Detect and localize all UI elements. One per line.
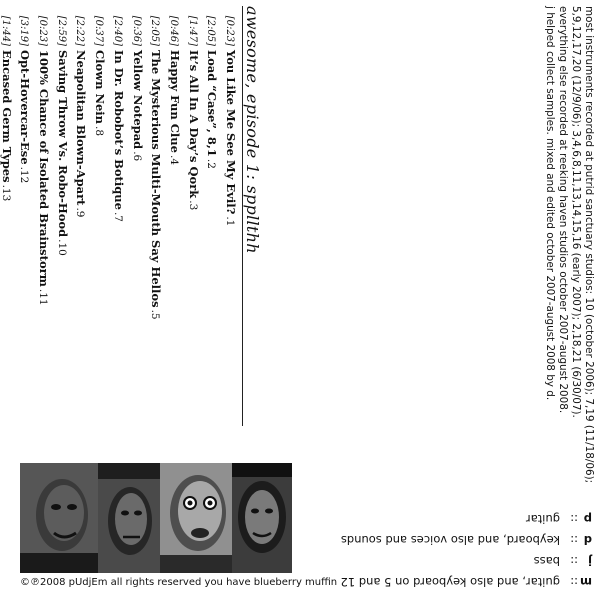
track-item — [128, 6, 147, 456]
photo-strip — [20, 463, 292, 573]
track-list — [0, 6, 240, 456]
track-number: .1 — [224, 216, 236, 227]
track-title: Clown Nein — [93, 50, 108, 125]
track-item — [72, 6, 91, 456]
track-duration: [1:47] — [186, 15, 198, 46]
track-duration: [0:46] — [167, 15, 179, 46]
track-item — [184, 6, 203, 456]
track-number: .7 — [111, 211, 124, 222]
track-duration: [2:05] — [149, 15, 161, 46]
band-member-photo — [232, 463, 292, 573]
track-number: .8 — [93, 126, 106, 137]
credit-separator: :: — [570, 554, 578, 568]
track-item — [165, 6, 184, 456]
track-duration: [2:59] — [55, 15, 67, 46]
track-item — [109, 6, 128, 456]
track-item — [221, 6, 240, 456]
member-initial: p — [583, 512, 592, 526]
track-number: .9 — [74, 207, 87, 218]
member-initial: d — [583, 533, 592, 547]
track-duration: [3:19] — [18, 15, 30, 46]
note-line: 5,9,12,17,20 (12/9/06); 3,4,6,8,11,13,14,15,16 (early 2007); 2,18,21 (6/30/07). — [570, 6, 582, 418]
recording-notes — [543, 6, 595, 484]
track-duration: [0:23] — [37, 15, 49, 46]
track-duration: [1:44] — [0, 15, 11, 46]
track-title: Saving Throw Vs. Robo-Hood — [55, 50, 70, 238]
credit-separator: :: — [570, 533, 578, 547]
member-initial: m — [580, 575, 592, 589]
member-initial: j — [588, 554, 592, 568]
member-role: bass — [533, 554, 560, 568]
track-duration: [2:05] — [205, 15, 217, 46]
track-title: Opt-Hovercar-Ese — [18, 50, 33, 165]
track-number: .2 — [205, 158, 218, 169]
band-member-photo — [160, 463, 232, 573]
track-number: .3 — [186, 200, 199, 211]
track-title: Load “Case”, 8,1 — [205, 50, 220, 157]
member-role: guitar — [525, 512, 560, 526]
track-title: You Like Me See My Evil? — [224, 50, 238, 215]
album-title: awesome, episode 1: sppllthh — [243, 6, 262, 254]
title-divider — [242, 6, 243, 426]
track-title: In Dr. Robobot’s Botique — [111, 50, 126, 210]
track-item — [34, 6, 53, 456]
track-item — [147, 6, 166, 456]
track-number: .4 — [167, 154, 180, 166]
track-number: .12 — [18, 166, 31, 184]
track-number: .5 — [149, 309, 162, 320]
copyright-notice: ©℗2008 pUdjEm all rights reserved you have blueberry muffin — [20, 577, 338, 588]
track-title: The Mysterious Multi-Mouth Say Hellos — [149, 50, 164, 308]
member-role: guitar, and also keyboard on 5 and 12 — [340, 575, 560, 589]
track-title: It’s All In A Day’s Qork — [186, 50, 201, 199]
track-title: Happy Fun Clue — [167, 50, 182, 153]
note-line: everything else recorded at reeking haven studios october 2007-august 2008. — [557, 6, 569, 414]
track-title: Neapolitan Blown-Apart — [74, 50, 89, 206]
credit-separator: :: — [570, 512, 578, 526]
band-member-photo — [98, 463, 160, 573]
track-item — [91, 6, 110, 456]
track-item — [53, 6, 72, 456]
track-duration: [0:23] — [224, 15, 235, 46]
track-duration: [0:37] — [93, 15, 105, 46]
track-number: .13 — [0, 184, 12, 202]
track-item — [16, 6, 35, 456]
track-item — [203, 6, 222, 456]
track-duration: [2:22] — [74, 15, 86, 46]
track-number: .6 — [130, 151, 143, 162]
track-title: Yellow Notepad — [130, 50, 145, 150]
member-role: keyboard, and also voices and sounds — [340, 533, 560, 547]
credit-separator: :: — [570, 575, 578, 589]
track-title: 100% Chance of Isolated Brainstorm — [37, 50, 52, 287]
track-title: Encased Germ Types — [0, 50, 14, 183]
note-line: most instruments recorded at putrid sanctuary studios: 10 (october 2006); 7,19 (11/18/06); — [583, 6, 595, 484]
track-number: .11 — [37, 288, 50, 306]
track-duration: [2:40] — [111, 15, 123, 46]
note-line: j helped collect samples. mixed and edited october 2007-august 2008 by d. — [544, 6, 556, 401]
track-item — [0, 6, 16, 456]
track-number: .10 — [55, 239, 68, 256]
track-duration: [0:36] — [130, 15, 142, 46]
band-member-photo — [20, 463, 98, 573]
